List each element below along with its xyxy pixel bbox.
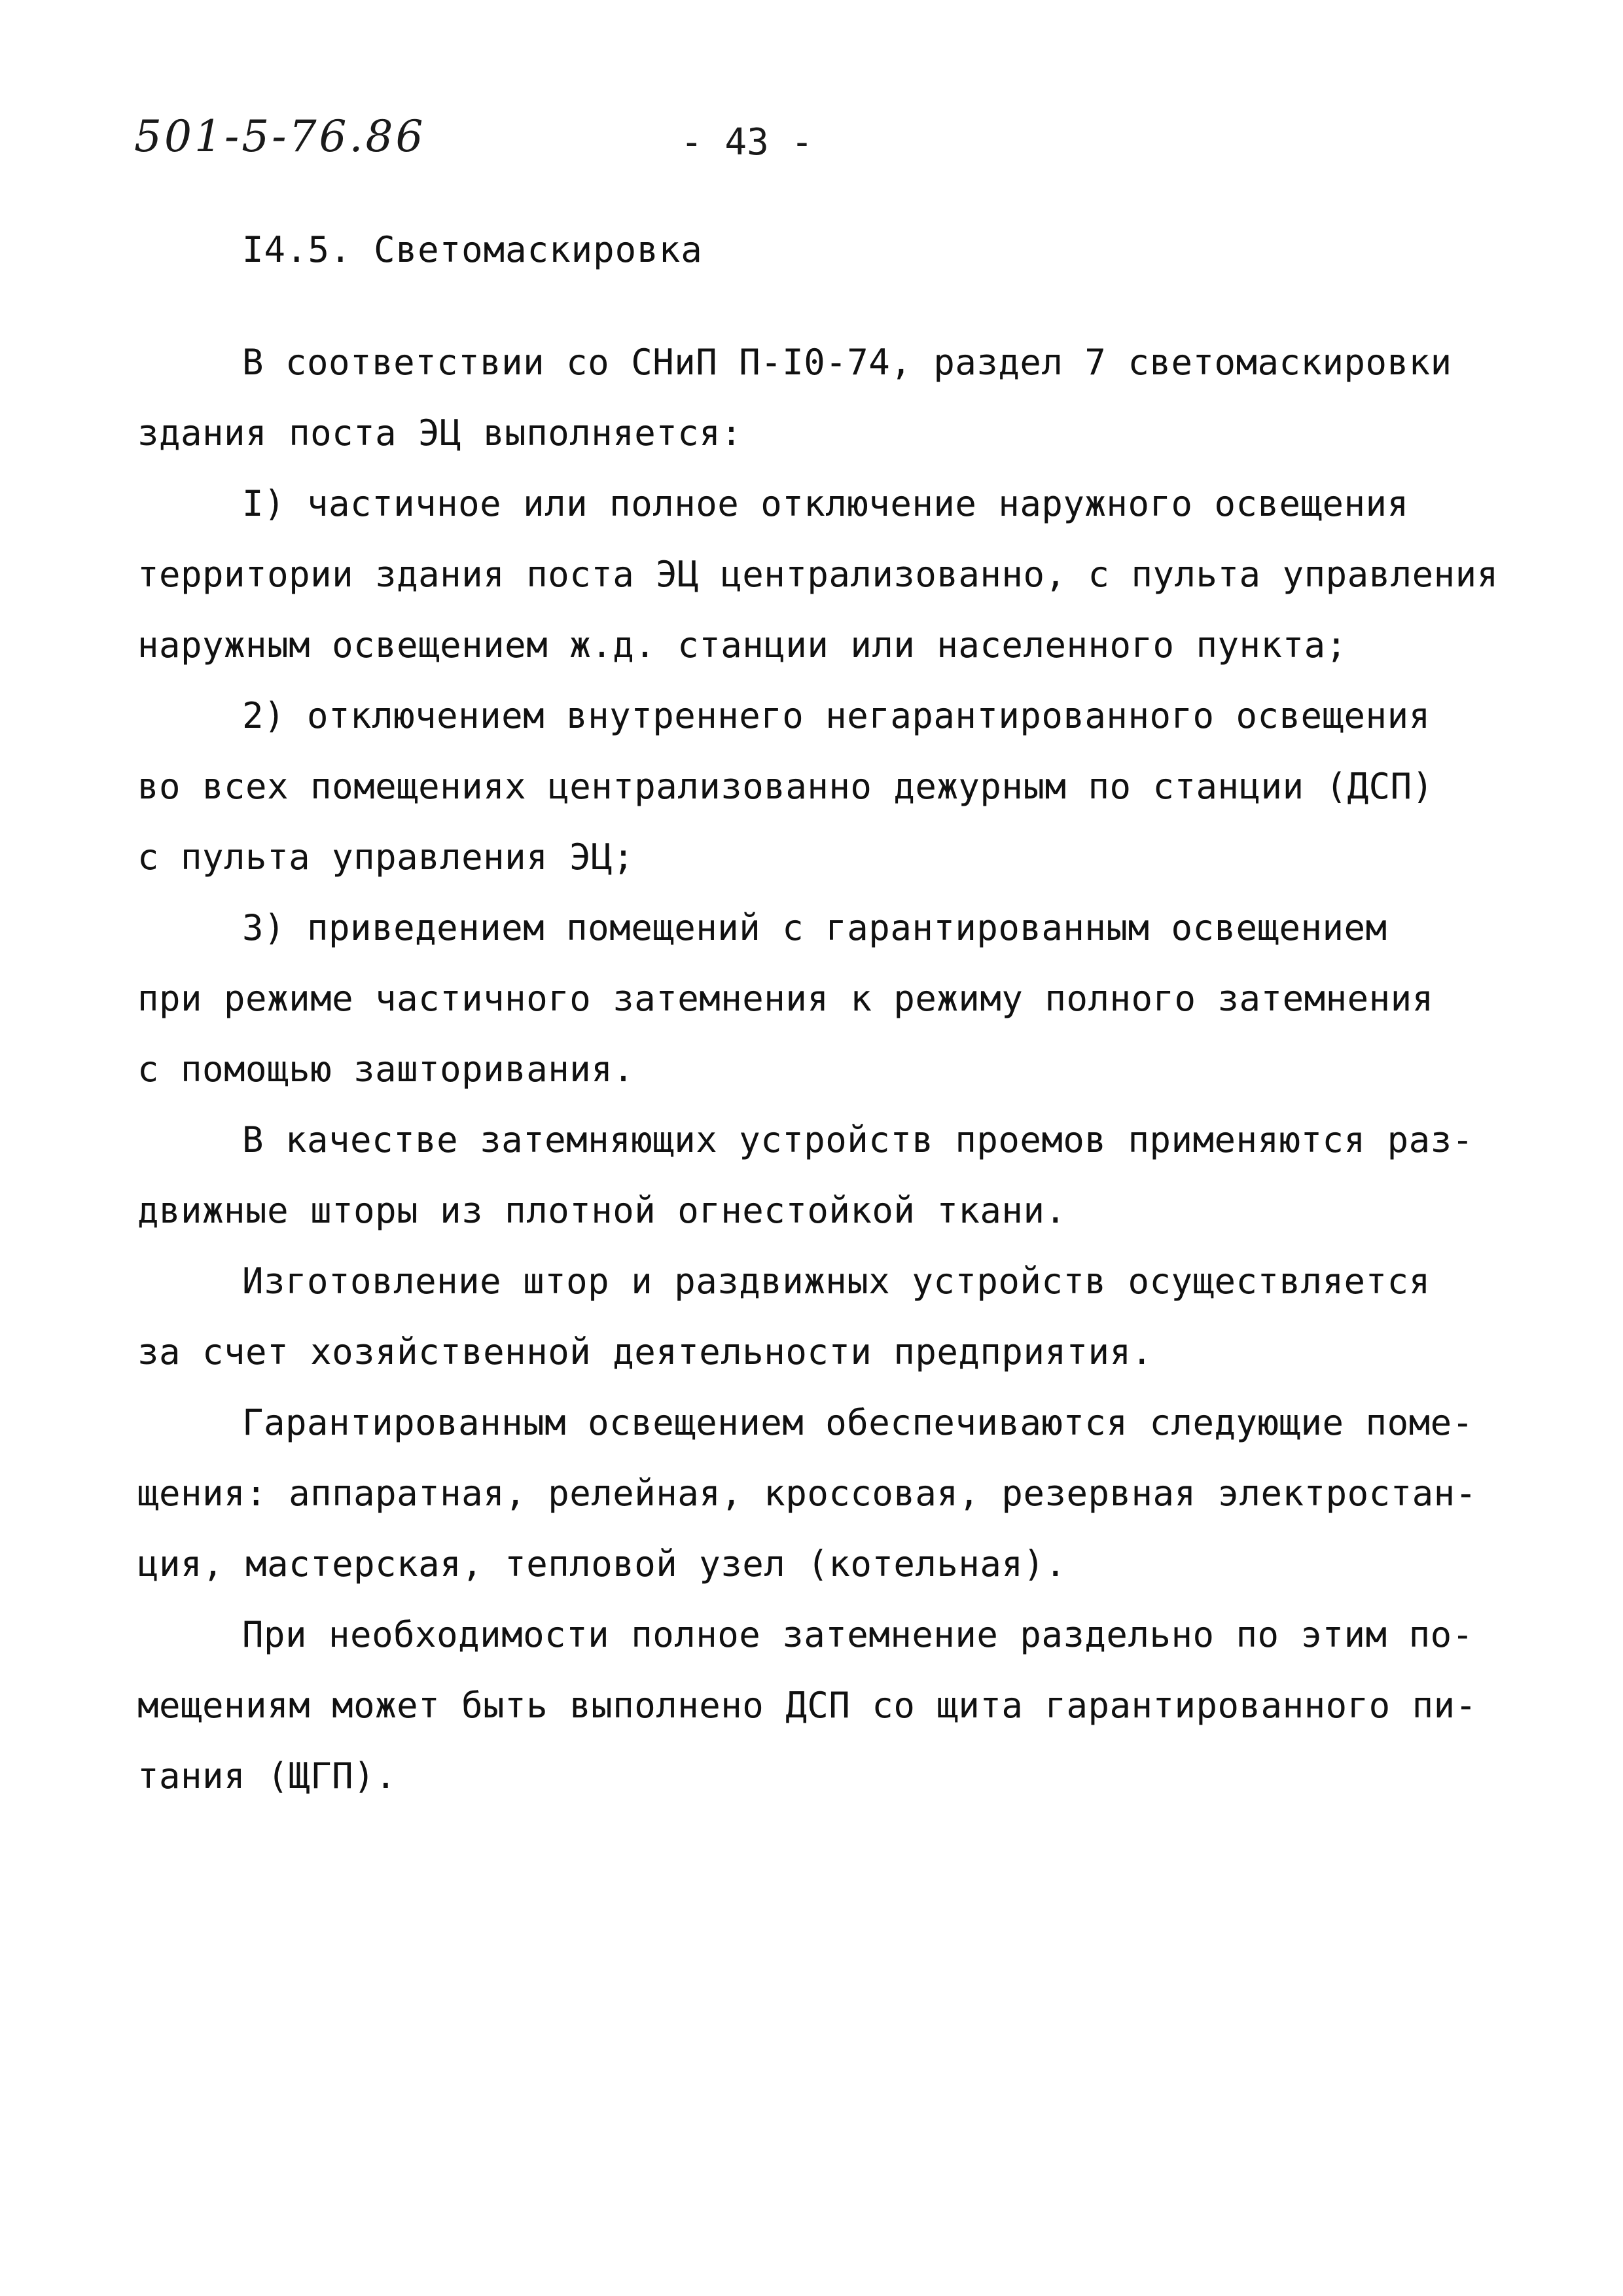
paragraph-line: 2) отключением внутреннего негарантированного освещения: [242, 695, 1431, 736]
paragraph-blackout-devices: [137, 1105, 1512, 1246]
paragraph-manufacturing: [137, 1246, 1512, 1388]
paragraph-line: здания поста ЭЦ выполняется:: [137, 412, 743, 454]
paragraph-line: I) частичное или полное отключение наружного освещения: [242, 483, 1409, 524]
page-number: - 43 -: [681, 121, 813, 164]
paragraph-line: Изготовление штор и раздвижных устройств осуществляется: [242, 1261, 1431, 1302]
body-text: [137, 327, 1512, 1812]
paragraph-line: территории здания поста ЭЦ централизованно, с пульта управления: [137, 554, 1499, 595]
paragraph-line: Гарантированным освещением обеспечиваются следующие поме-: [242, 1402, 1474, 1443]
paragraph-1: [137, 327, 1512, 469]
paragraph-item-2: [137, 681, 1512, 893]
paragraph-full-blackout: [137, 1600, 1512, 1812]
paragraph-item-1: [137, 469, 1512, 681]
paragraph-line: при режиме частичного затемнения к режиму полного затемнения: [137, 978, 1434, 1019]
paragraph-line: В соответствии со СНиП П-I0-74, раздел 7 светомаскировки: [242, 342, 1452, 383]
paragraph-line: тания (ЩГП).: [137, 1755, 397, 1797]
paragraph-line: В качестве затемняющих устройств проемов применяются раз-: [242, 1119, 1474, 1160]
section-title: I4.5. Светомаскировка: [242, 229, 703, 270]
paragraph-line: мещениям может быть выполнено ДСП со щита гарантированного пи-: [137, 1685, 1477, 1726]
paragraph-line: щения: аппаратная, релейная, кроссовая, резервная электростан-: [137, 1473, 1477, 1514]
paragraph-guaranteed-lighting: [137, 1388, 1512, 1600]
paragraph-line: за счет хозяйственной деятельности предприятия.: [137, 1331, 1153, 1372]
paragraph-line: движные шторы из плотной огнестойкой ткани.: [137, 1190, 1067, 1231]
document-code: 501-5-76.86: [134, 111, 426, 162]
paragraph-line: ция, мастерская, тепловой узел (котельная).: [137, 1543, 1067, 1585]
paragraph-line: с помощью зашторивания.: [137, 1049, 635, 1090]
paragraph-line: 3) приведением помещений с гарантированным освещением: [242, 907, 1387, 948]
paragraph-line: При необходимости полное затемнение раздельно по этим по-: [242, 1614, 1474, 1655]
paragraph-line: с пульта управления ЭЦ;: [137, 836, 635, 878]
paragraph-line: наружным освещением ж.д. станции или населенного пункта;: [137, 624, 1347, 666]
paragraph-item-3: [137, 893, 1512, 1105]
paragraph-line: во всех помещениях централизованно дежурным по станции (ДСП): [137, 766, 1434, 807]
